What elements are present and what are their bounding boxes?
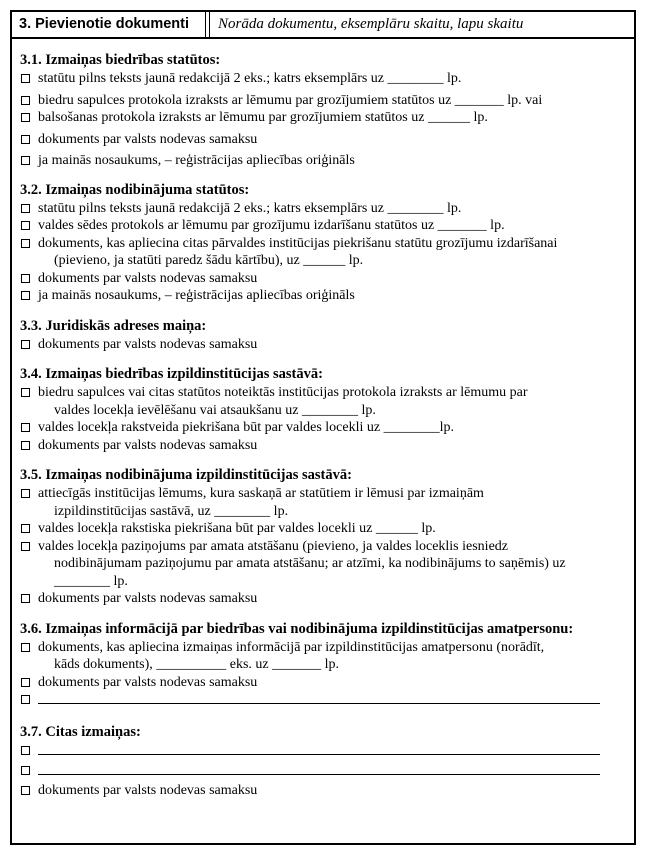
item-text: valdes locekļa rakstiska piekrišana būt par valdes locekli uz ______ lp. [38, 521, 436, 536]
item-text: balsošanas protokola izraksts ar lēmumu par grozījumiem statūtos uz ______ lp. [38, 110, 488, 125]
blank-line-field[interactable] [38, 754, 600, 755]
item-text: dokuments, kas apliecina citas pārvaldes institūcijas piekrišanu statūtu grozījumu izdarīšanai [38, 235, 558, 251]
checkbox[interactable] [21, 423, 30, 432]
section-3-5-title: 3.5. Izmaiņas nodibinājuma izpildinstitūcijas sastāvā: [20, 467, 352, 483]
section-3-6 [20, 621, 626, 712]
checkbox[interactable] [21, 340, 30, 349]
section-3-3 [20, 318, 626, 354]
checkbox-item [20, 235, 626, 270]
checkbox-item [20, 674, 626, 692]
checkbox[interactable] [21, 274, 30, 283]
checkbox-item [20, 485, 626, 520]
checkbox[interactable] [21, 239, 30, 248]
item-text: ja mainās nosaukums, – reģistrācijas apliecības oriģināls [38, 288, 355, 303]
checkbox[interactable] [21, 156, 30, 165]
checkbox[interactable] [21, 678, 30, 687]
section-3-2-title: 3.2. Izmaiņas nodibinājuma statūtos: [20, 181, 250, 198]
item-text: dokuments, kas apliecina izmaiņas informācijā par izpildinstitūcijas amatpersonu (norādīt, [38, 639, 545, 655]
checkbox-item [20, 152, 626, 170]
checkbox-item [20, 782, 626, 800]
item-text: attiecīgās institūcijas lēmums, kura saskaņā ar statūtiem ir lēmusi par izmaiņām [38, 486, 484, 501]
checkbox[interactable] [21, 766, 30, 775]
checkbox[interactable] [21, 96, 30, 105]
item-text: valdes locekļa paziņojums par amata atstāšanu (pievieno, ja valdes loceklis iesniedz [38, 538, 508, 554]
section-3-7 [20, 724, 626, 800]
checkbox-item [20, 200, 626, 218]
checkbox[interactable] [21, 786, 30, 795]
item-text: biedru sapulces protokola izraksts ar lēmumu par grozījumiem statūtos uz _______ lp. vai [38, 92, 543, 108]
checkbox[interactable] [21, 489, 30, 498]
checkbox[interactable] [21, 542, 30, 551]
blank-line-field[interactable] [38, 774, 600, 775]
section-3-5 [20, 467, 626, 608]
section-3-4 [20, 366, 626, 454]
item-text: dokuments par valsts nodevas samaksu [38, 674, 258, 690]
checkbox-item [20, 437, 626, 455]
item-text: dokuments par valsts nodevas samaksu [38, 591, 258, 606]
checkbox-item [20, 92, 626, 110]
checkbox[interactable] [21, 113, 30, 122]
item-text-continued: kāds dokuments), __________ eks. uz _______ lp. [54, 657, 340, 672]
checkbox-item [20, 336, 626, 354]
item-text: dokuments par valsts nodevas samaksu [38, 270, 258, 286]
checkbox[interactable] [21, 441, 30, 450]
item-text-continued: (pievieno, ja statūti paredz šādu kārtību), uz ______ lp. [54, 253, 364, 268]
checkbox-item [20, 384, 626, 419]
item-text: statūtu pilns teksts jaunā redakcijā 2 eks.; katrs eksemplārs uz ________ lp. [38, 200, 462, 216]
item-text: dokuments par valsts nodevas samaksu [38, 131, 258, 147]
form-body [20, 52, 626, 813]
item-text: valdes sēdes protokols ar lēmumu par grozījumu izdarīšanu statūtos uz _______ lp. [38, 218, 505, 233]
section-3-4-title: 3.4. Izmaiņas biedrības izpildinstitūcijas sastāvā: [20, 366, 323, 382]
checkbox-item [20, 109, 626, 127]
section-3-7-title: 3.7. Citas izmaiņas: [20, 724, 141, 740]
documents-form [10, 10, 636, 845]
section-3-2 [20, 182, 626, 305]
item-text-continued: nodibinājumam paziņojumu par amata atstāšanu; ar atzīmi, ka nodibinājums to saņēmis) uz [54, 556, 566, 571]
section-3-1-title: 3.1. Izmaiņas biedrības statūtos: [20, 52, 221, 68]
checkbox-item [20, 590, 626, 608]
checkbox-item-blank [20, 762, 626, 782]
checkbox[interactable] [21, 746, 30, 755]
checkbox-item [20, 520, 626, 538]
checkbox-item [20, 217, 626, 235]
checkbox[interactable] [21, 524, 30, 533]
checkbox-item [20, 419, 626, 437]
section-3-1 [20, 52, 626, 170]
item-text: dokuments par valsts nodevas samaksu [38, 437, 258, 453]
checkbox-item-blank [20, 691, 626, 711]
section-3-3-title: 3.3. Juridiskās adreses maiņa: [20, 317, 207, 334]
blank-line-field[interactable] [38, 703, 600, 704]
checkbox-item [20, 538, 626, 591]
item-text: statūtu pilns teksts jaunā redakcijā 2 eks.; katrs eksemplārs uz ________ lp. [38, 71, 462, 86]
checkbox[interactable] [21, 594, 30, 603]
item-text: dokuments par valsts nodevas samaksu [38, 783, 258, 798]
checkbox[interactable] [21, 695, 30, 704]
item-text-continued: valdes locekļa ievēlēšanu vai atsaukšanu uz ________ lp. [54, 402, 376, 418]
section-header [12, 12, 634, 39]
item-text-continued: izpildinstitūcijas sastāvā, uz ________ lp. [54, 503, 289, 519]
checkbox[interactable] [21, 135, 30, 144]
checkbox-item [20, 270, 626, 288]
checkbox[interactable] [21, 291, 30, 300]
checkbox[interactable] [21, 388, 30, 397]
checkbox[interactable] [21, 204, 30, 213]
item-text: dokuments par valsts nodevas samaksu [38, 336, 258, 352]
checkbox-item [20, 639, 626, 674]
item-text: biedru sapulces vai citas statūtos noteiktās institūcijas protokola izraksts ar lēmumu par [38, 385, 528, 400]
checkbox[interactable] [21, 221, 30, 230]
item-text-continued: ________ lp. [54, 573, 128, 589]
section-title: 3. Pievienotie dokumenti [12, 12, 206, 37]
checkbox-item [20, 131, 626, 149]
item-text: ja mainās nosaukums, – reģistrācijas apliecības oriģināls [38, 153, 355, 168]
checkbox[interactable] [21, 74, 30, 83]
section-instruction: Norāda dokumentu, eksemplāru skaitu, lapu skaitu [209, 12, 634, 37]
item-text: valdes locekļa rakstveida piekrišana būt par valdes locekli uz ________lp. [38, 420, 454, 435]
checkbox-item-blank [20, 742, 626, 762]
checkbox-item [20, 287, 626, 305]
checkbox[interactable] [21, 643, 30, 652]
section-3-6-title: 3.6. Izmaiņas informācijā par biedrības vai nodibinājuma izpildinstitūcijas amatpersonu: [20, 620, 574, 637]
checkbox-item [20, 70, 626, 88]
